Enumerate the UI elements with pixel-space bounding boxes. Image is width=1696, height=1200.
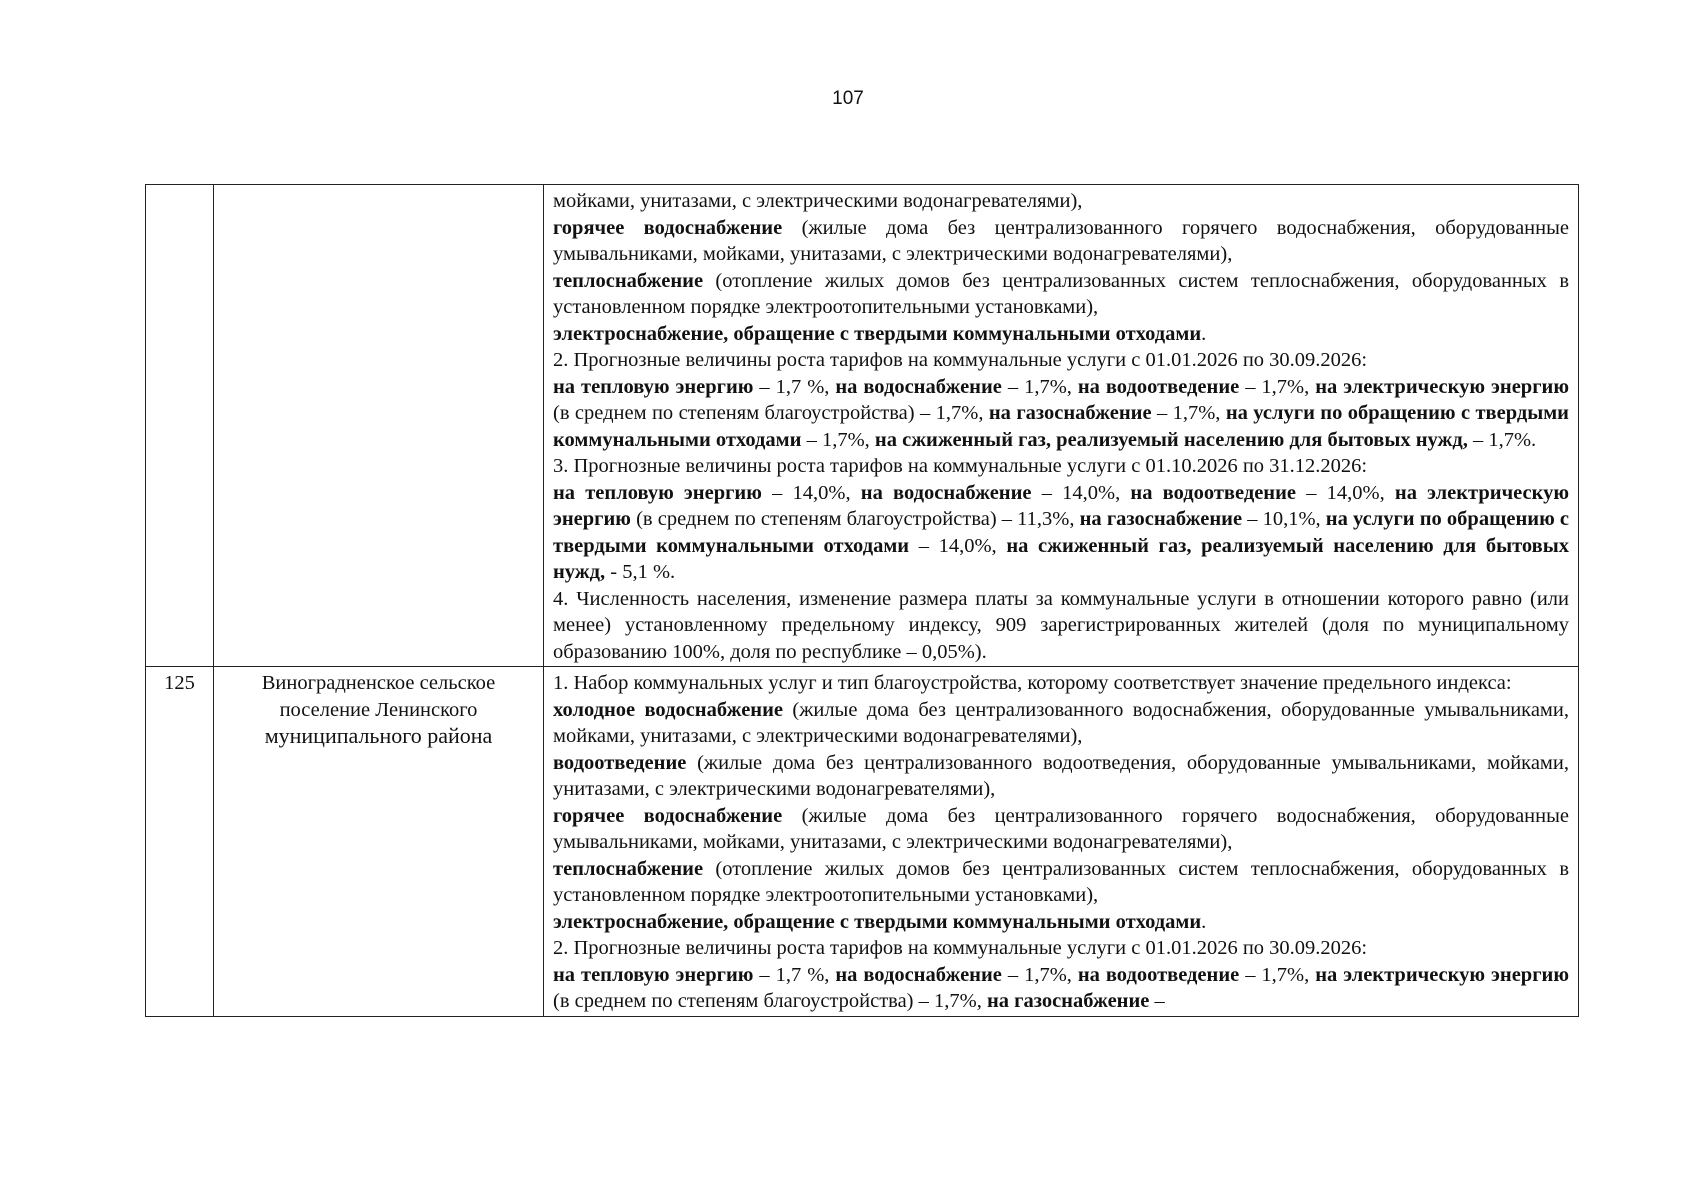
bold-text-segment: на водоотведение bbox=[1077, 375, 1240, 398]
text-segment: 2. Прогнозные величины роста тарифов на коммунальные услуги с 01.01.2026 по 30.09.2026: bbox=[553, 937, 1368, 959]
text-segment: - 5,1 %. bbox=[605, 561, 676, 583]
text-segment: – 1,7 %, bbox=[753, 963, 836, 986]
bold-text-segment: на тепловую энергию bbox=[553, 375, 754, 398]
bold-text-segment: электроснабжение, обращение с твердыми коммунальными отходами bbox=[553, 322, 1202, 345]
text-segment: – 10,1%, bbox=[1242, 508, 1326, 530]
bold-text-segment: на сжиженный газ, реализуемый населению для бытовых нужд, bbox=[553, 534, 1569, 583]
description-paragraph bbox=[553, 453, 1569, 480]
description-cell bbox=[544, 667, 1579, 1017]
description-paragraph bbox=[553, 856, 1569, 909]
description-paragraph bbox=[553, 321, 1569, 348]
description-paragraph bbox=[553, 803, 1569, 856]
description-paragraph bbox=[553, 347, 1569, 374]
description-paragraph bbox=[553, 480, 1569, 586]
description-cell bbox=[544, 185, 1579, 667]
bold-text-segment: на водоотведение bbox=[1077, 963, 1240, 986]
text-segment: – 14,0%, bbox=[1296, 481, 1395, 504]
text-segment: – 1,7%, bbox=[1239, 963, 1316, 986]
bold-text-segment: на услуги по обращению с твердыми коммунальными отходами bbox=[553, 402, 1569, 451]
bold-text-segment: на газоснабжение bbox=[988, 402, 1152, 424]
page-number: 107 bbox=[832, 88, 864, 109]
text-segment: 3. Прогнозные величины роста тарифов на коммунальные услуги с 01.10.2026 по 31.12.2026: bbox=[553, 455, 1368, 477]
bold-text-segment: теплоснабжение bbox=[553, 269, 704, 292]
text-segment: . bbox=[1201, 322, 1207, 345]
text-segment: мойками, унитазами, с электрическими водонагревателями), bbox=[553, 190, 1083, 212]
bold-text-segment: водоотведение bbox=[553, 751, 687, 774]
municipality-name-cell bbox=[214, 185, 544, 667]
text-segment: – 1,7%, bbox=[1001, 375, 1078, 398]
bold-text-segment: горячее водоснабжение bbox=[553, 216, 783, 239]
bold-text-segment: теплоснабжение bbox=[553, 857, 704, 880]
tariff-table-body bbox=[146, 185, 1579, 1017]
description-paragraph bbox=[553, 935, 1569, 962]
text-segment: (в среднем по степеням благоустройства) – 11,3%, bbox=[630, 508, 1080, 530]
municipality-name-line: поселение Ленинского bbox=[279, 698, 478, 721]
text-segment: (жилые дома без централизованного водоснабжения, оборудованные умывальниками, мойками, унитазами, с электрическими водонагревателями), bbox=[553, 698, 1569, 747]
description-paragraph bbox=[553, 268, 1569, 321]
description-paragraph bbox=[553, 586, 1569, 666]
municipality-name-line: муниципального района bbox=[264, 723, 493, 748]
description-paragraph bbox=[553, 750, 1569, 803]
table-row bbox=[146, 185, 1579, 667]
bold-text-segment: электроснабжение, обращение с твердыми коммунальными отходами bbox=[553, 910, 1202, 933]
text-segment: (отопление жилых домов без централизованных систем теплоснабжения, оборудованных в установленном порядке электроотопительными установками), bbox=[553, 269, 1569, 318]
bold-text-segment: на водоснабжение bbox=[835, 963, 1002, 986]
text-segment: (жилые дома без централизованного горячего водоснабжения, оборудованные умывальниками, мойками, унитазами, с электрическими водонагревателями), bbox=[553, 804, 1569, 853]
text-segment: – 1,7%, bbox=[801, 428, 875, 451]
municipality-name-cell bbox=[214, 667, 544, 1017]
text-segment: (в среднем по степеням благоустройства) – 1,7%, bbox=[553, 402, 989, 424]
description-paragraph bbox=[553, 909, 1569, 936]
description-paragraph bbox=[553, 670, 1569, 697]
text-segment: 4. Численность населения, изменение размера платы за коммунальные услуги в отношении которого равно (или менее) установленному предельному индексу, 909 зарегистрированных жителей (доля по муниципальному образованию 100%, доля по республике – 0,05%). bbox=[553, 587, 1569, 663]
text-segment: – 14,0%, bbox=[909, 534, 1007, 557]
table-row bbox=[146, 667, 1579, 1017]
bold-text-segment: на услуги по обращению с твердыми коммунальными отходами bbox=[553, 508, 1569, 557]
text-segment: (отопление жилых домов без централизованных систем теплоснабжения, оборудованных в установленном порядке электроотопительными установками), bbox=[553, 857, 1569, 906]
description-paragraph bbox=[553, 215, 1569, 268]
description-paragraph bbox=[553, 697, 1569, 750]
row-number-cell: 125 bbox=[146, 667, 214, 1017]
text-segment: – 14,0%, bbox=[761, 481, 861, 504]
bold-text-segment: на электрическую энергию bbox=[553, 481, 1570, 530]
bold-text-segment: на тепловую энергию bbox=[553, 963, 754, 986]
text-segment: – 14,0%, bbox=[1031, 481, 1131, 504]
bold-text-segment: на электрическую энергию bbox=[1315, 375, 1569, 398]
bold-text-segment: на газоснабжение bbox=[986, 990, 1150, 1012]
row-number-cell bbox=[146, 185, 214, 667]
text-segment: . bbox=[1201, 910, 1207, 933]
text-segment: 1. Набор коммунальных услуг и тип благоустройства, которому соответствует значение предельного индекса: bbox=[553, 672, 1512, 694]
bold-text-segment: на водоснабжение bbox=[835, 375, 1002, 398]
description-paragraph bbox=[553, 962, 1569, 1015]
text-segment: – 1,7 %, bbox=[753, 375, 836, 398]
text-segment: (жилые дома без централизованного водоотведения, оборудованные умывальниками, мойками, унитазами, с электрическими водонагревателями), bbox=[553, 751, 1569, 800]
bold-text-segment: горячее водоснабжение bbox=[553, 804, 783, 827]
text-segment: – 1,7%, bbox=[1239, 375, 1316, 398]
text-segment: (жилые дома без централизованного горячего водоснабжения, оборудованные умывальниками, мойками, унитазами, с электрическими водонагревателями), bbox=[553, 216, 1569, 265]
tariff-table bbox=[145, 184, 1579, 1017]
text-segment: (в среднем по степеням благоустройства) – 1,7%, bbox=[553, 990, 987, 1012]
text-segment: 2. Прогнозные величины роста тарифов на коммунальные услуги с 01.01.2026 по 30.09.2026: bbox=[553, 349, 1368, 371]
text-segment: – bbox=[1149, 990, 1165, 1012]
description-paragraph bbox=[553, 188, 1569, 215]
bold-text-segment: на водоотведение bbox=[1130, 481, 1297, 504]
bold-text-segment: на тепловую энергию bbox=[553, 481, 762, 504]
bold-text-segment: холодное водоснабжение bbox=[553, 698, 784, 721]
text-segment: – 1,7%, bbox=[1001, 963, 1078, 986]
bold-text-segment: на сжиженный газ, реализуемый населению для бытовых нужд, bbox=[874, 428, 1468, 451]
text-segment: – 1,7%, bbox=[1151, 402, 1226, 424]
bold-text-segment: на водоснабжение bbox=[860, 481, 1032, 504]
bold-text-segment: на электрическую энергию bbox=[1315, 963, 1569, 986]
municipality-name-line: Виноградненское сельское bbox=[261, 672, 496, 694]
description-paragraph bbox=[553, 374, 1569, 454]
text-segment: – 1,7%. bbox=[1467, 428, 1537, 451]
bold-text-segment: на газоснабжение bbox=[1079, 508, 1243, 530]
